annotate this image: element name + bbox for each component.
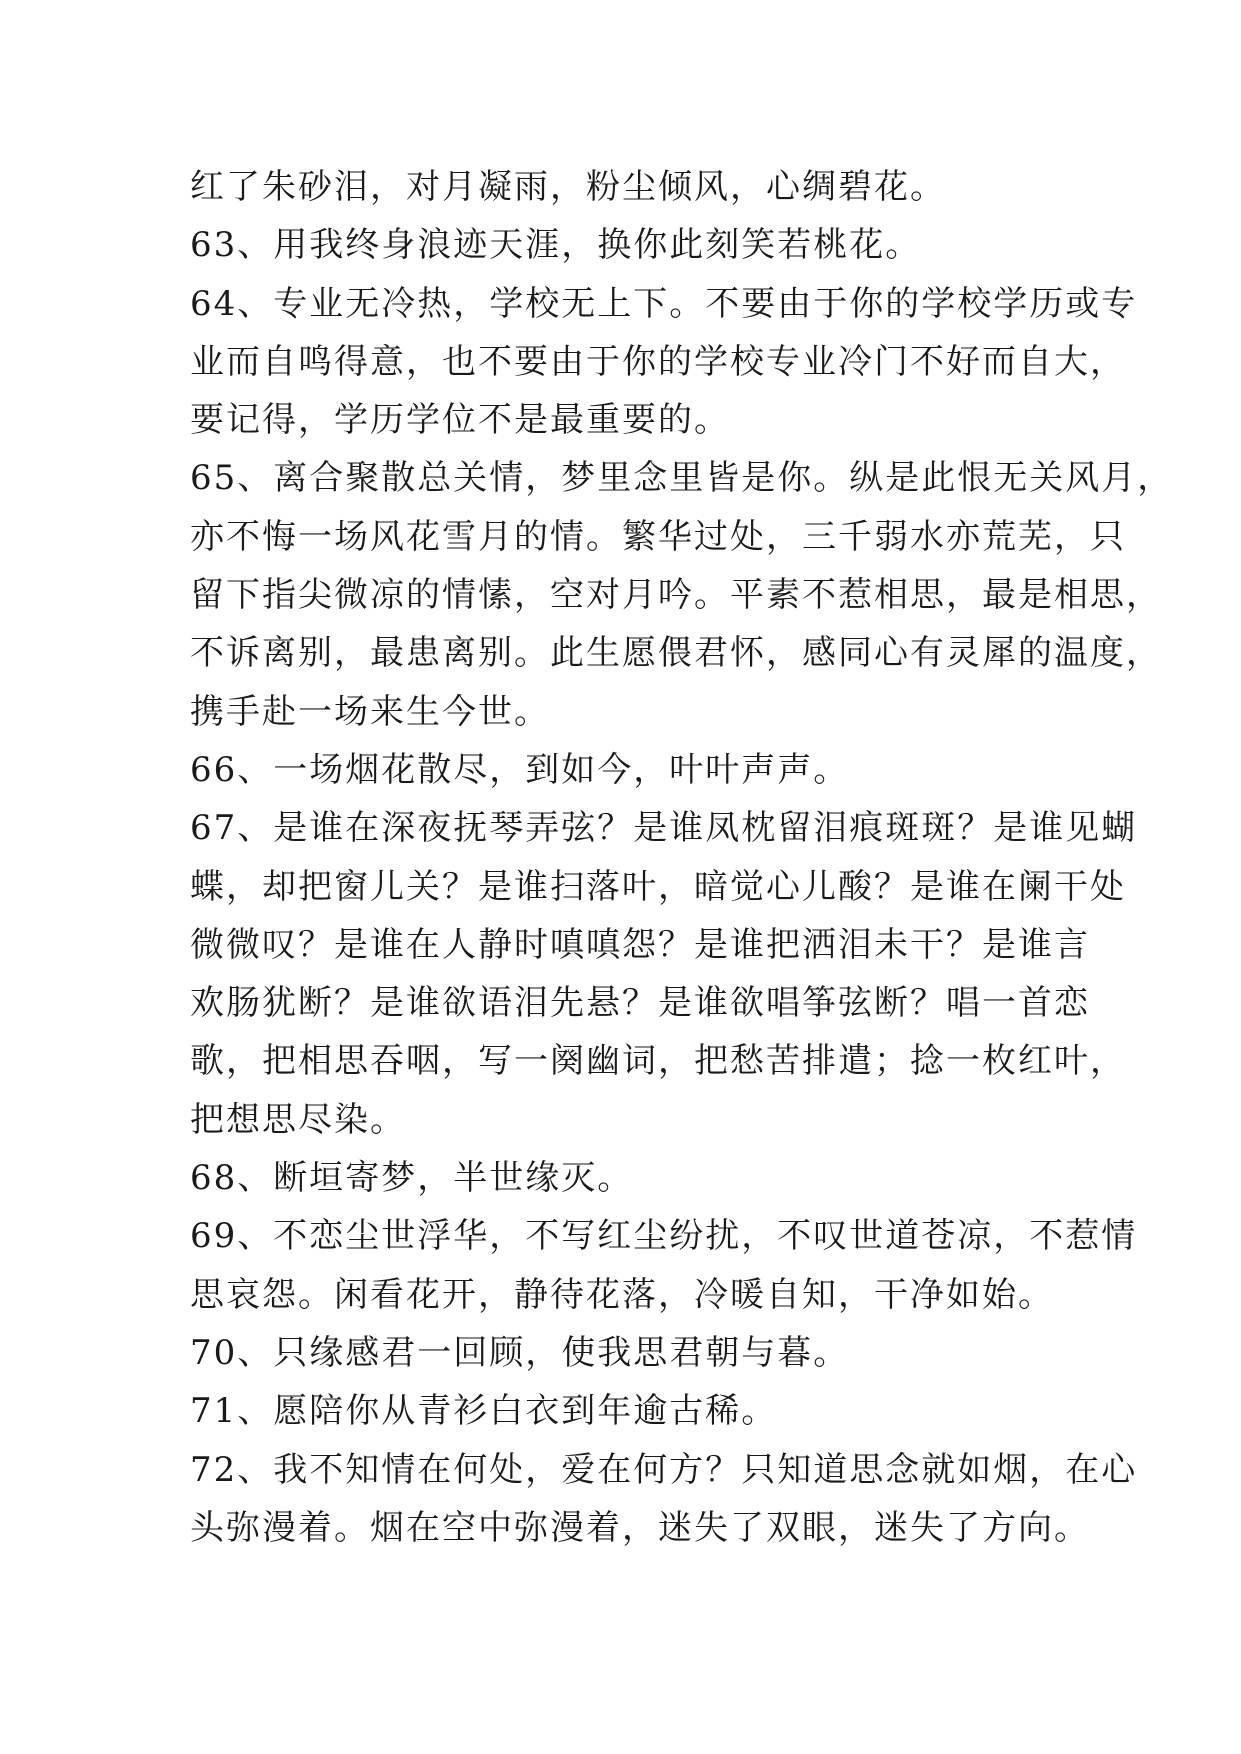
text-line: 64、专业无冷热，学校无上下。不要由于你的学校学历或专 [190,283,1138,324]
text-line: 63、用我终身浪迹天涯，换你此刻笑若桃花。 [190,225,922,266]
text-line: 要记得，学历学位不是最重要的。 [190,400,730,441]
text-line: 思哀怨。闲看花开，静待花落，冷暖自知，干净如始。 [190,1274,1054,1315]
text-line: 70、只缘感君一回顾，使我思君朝与暮。 [190,1332,850,1373]
text-line: 业而自鸣得意，也不要由于你的学校专业冷门不好而自大， [190,341,1126,382]
text-line: 不诉离别，最患离别。此生愿偎君怀，感同心有灵犀的温度， [190,633,1162,674]
text-line: 72、我不知情在何处，爱在何方？只知道思念就如烟，在心 [190,1449,1138,1490]
text-line: 欢肠犹断？是谁欲语泪先悬？是谁欲唱筝弦断？唱一首恋 [190,983,1090,1024]
text-line: 68、断垣寄梦，半世缘灭。 [190,1158,634,1199]
text-line: 携手赴一场来生今世。 [190,691,550,732]
text-line: 头弥漫着。烟在空中弥漫着，迷失了双眼，迷失了方向。 [190,1507,1090,1548]
text-line: 把想思尽染。 [190,1099,406,1140]
text-line: 蝶，却把窗儿关？是谁扫落叶，暗觉心儿酸？是谁在阑干处 [190,866,1126,907]
document-body [190,158,1174,1557]
text-line: 65、离合聚散总关情，梦里念里皆是你。纵是此恨无关风月， [190,458,1174,499]
text-line: 亦不悔一场风花雪月的情。繁华过处，三千弱水亦荒芜，只 [190,516,1126,557]
text-line: 66、一场烟花散尽，到如今，叶叶声声。 [190,749,850,790]
text-line: 69、不恋尘世浮华，不写红尘纷扰，不叹世道苍凉，不惹情 [190,1216,1138,1257]
text-line: 留下指尖微凉的情愫，空对月吟。平素不惹相思，最是相思， [190,575,1162,616]
text-line: 微微叹？是谁在人静时嗔嗔怨？是谁把洒泪未干？是谁言 [190,924,1090,965]
text-line: 红了朱砂泪，对月凝雨，粉尘倾风，心绸碧花。 [190,167,946,207]
text-line: 71、愿陪你从青衫白衣到年逾古稀。 [190,1391,778,1432]
text-line: 67、是谁在深夜抚琴弄弦？是谁凤枕留泪痕斑斑？是谁见蝴 [190,808,1138,849]
text-line: 歌，把相思吞咽，写一阕幽词，把愁苦排遣；捻一枚红叶， [190,1041,1126,1082]
